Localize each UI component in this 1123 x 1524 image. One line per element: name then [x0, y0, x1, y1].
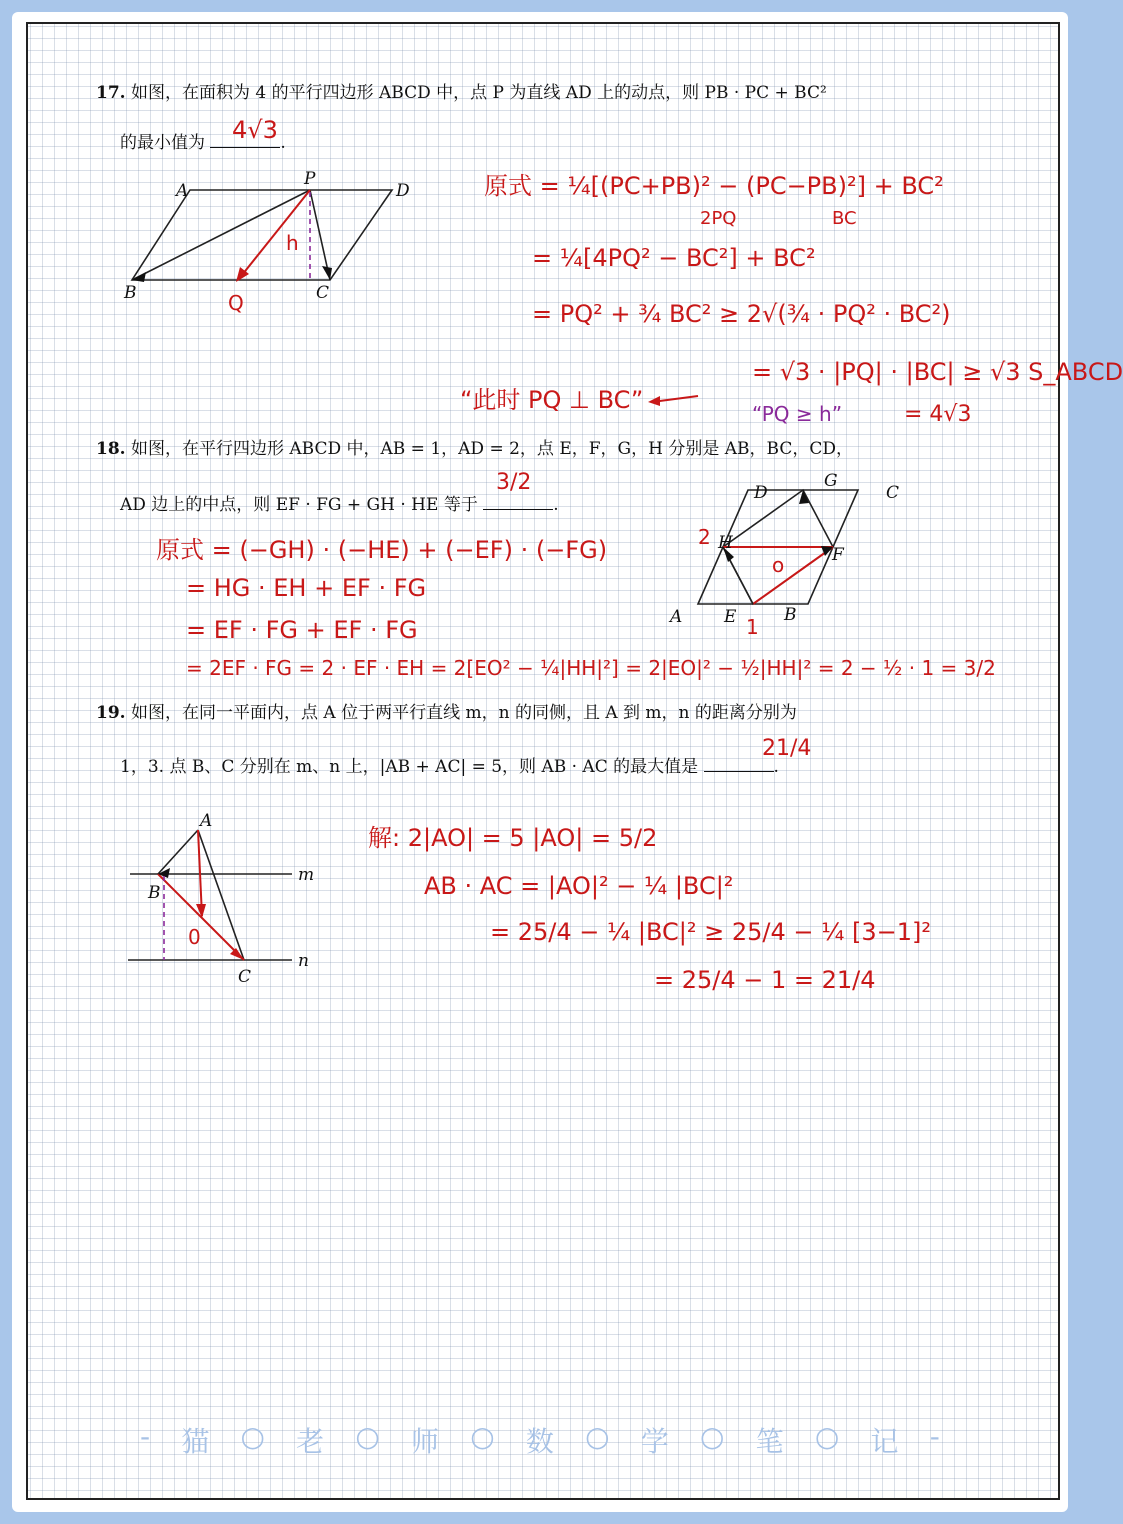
- q17-work-note-h: “PQ ≥ h”: [752, 402, 843, 426]
- label-f: F: [832, 545, 844, 565]
- q19-answer: 21/4: [762, 736, 812, 761]
- vector-pq: [238, 190, 310, 280]
- q19-number: 19.: [96, 703, 126, 723]
- label-a: A: [670, 607, 683, 627]
- label-one: 1: [746, 615, 759, 639]
- q19-text: [96, 698, 797, 723]
- parallelogram-abcd: [132, 190, 392, 280]
- footer-watermark: - 猫 ○ 老 ○ 师 ○ 数 ○ 学 ○ 笔 ○ 记 -: [140, 1420, 940, 1458]
- q18-work-1: 原式 = (−GH) · (−HE) + (−EF) · (−FG): [156, 536, 608, 564]
- label-m: m: [298, 865, 315, 885]
- q19-work-4: = 25/4 − 1 = 21/4: [654, 966, 876, 994]
- q18-answer: 3/2: [496, 470, 532, 495]
- q17-prompt: 的最小值为: [120, 133, 205, 153]
- label-b: B: [124, 283, 137, 303]
- label-e: E: [724, 607, 737, 627]
- q17-text: [96, 78, 827, 103]
- q17-answer: 4√3: [232, 116, 278, 144]
- label-q: Q: [228, 291, 244, 315]
- label-a: A: [176, 181, 189, 201]
- q19-diagram: [126, 808, 326, 988]
- label-c: C: [316, 283, 330, 303]
- q17-work-note-bc: BC: [832, 208, 857, 229]
- q18-diagram: [668, 471, 908, 639]
- label-d: D: [396, 181, 410, 201]
- q18-work-2: = HG · EH + EF · FG: [186, 574, 427, 602]
- q17-work-note-2pq: 2PQ: [700, 208, 737, 229]
- label-n: n: [298, 951, 309, 971]
- q17-arrow-left: [646, 390, 706, 410]
- q18-text: [96, 434, 853, 459]
- label-d: D: [754, 483, 768, 503]
- q17-line2: 的最小值为 .: [120, 133, 286, 153]
- q18-work-4: = 2EF · FG = 2 · EF · EH = 2[EO² − ¼|HH|²] = 2|EO|² − ½|HH|² = 2 − ½ · 1 = 3/2: [186, 656, 996, 680]
- label-h: h: [286, 231, 299, 255]
- q18-number: 18.: [96, 439, 126, 459]
- label-c: C: [238, 967, 252, 987]
- q18-line1: 如图，在平行四边形 ABCD 中，AB = 1，AD = 2，点 E，F，G，H 分别是 AB，BC，CD，: [130, 439, 853, 459]
- label-p: P: [304, 169, 316, 189]
- label-h: H: [718, 533, 733, 553]
- q17-work-5: = 4√3: [904, 402, 972, 427]
- q19-work-2: AB · AC = |AO|² − ¼ |BC|²: [424, 872, 734, 900]
- q18-prompt: AD 边上的中点，则 EF · FG + GH · HE 等于: [120, 495, 478, 515]
- q17-number: 17.: [96, 83, 126, 103]
- q17-line1: 如图，在面积为 4 的平行四边形 ABCD 中，点 P 为直线 AD 上的动点，则 PB · PC + BC²: [130, 83, 827, 103]
- q19-line1: 如图，在同一平面内，点 A 位于两平行直线 m，n 的同侧，且 A 到 m，n 的距离分别为: [130, 703, 797, 723]
- q18-line2: AD 边上的中点，则 EF · FG + GH · HE 等于 .: [120, 495, 559, 515]
- label-two: 2: [698, 525, 711, 549]
- label-c: C: [886, 483, 900, 503]
- label-g: G: [824, 471, 838, 491]
- q17-work-3: = PQ² + ¾ BC² ≥ 2√(¾ · PQ² · BC²): [532, 300, 951, 328]
- label-b: B: [148, 883, 161, 903]
- label-o: o: [772, 553, 785, 577]
- q17-work-2: = ¼[4PQ² − BC²] + BC²: [532, 244, 816, 272]
- q19-prompt: 1，3. 点 B、C 分别在 m、n 上，|AB + AC| = 5，则 AB · AC 的最大值是: [120, 757, 699, 777]
- label-o: 0: [188, 925, 201, 949]
- q17-work-6: “此时 PQ ⊥ BC”: [460, 386, 644, 414]
- q18-work-3: = EF · FG + EF · FG: [186, 616, 418, 644]
- q19-line2: 1，3. 点 B、C 分别在 m、n 上，|AB + AC| = 5，则 AB · AC 的最大值是 .: [120, 757, 779, 777]
- q17-work-4: = √3 · |PQ| · |BC| ≥ √3 S_ABCD: [752, 358, 1123, 386]
- label-b: B: [784, 605, 797, 625]
- q19-work-1: 解: 2|AO| = 5 |AO| = 5/2: [368, 824, 658, 852]
- q17-work-1: 原式 = ¼[(PC+PB)² − (PC−PB)²] + BC²: [484, 172, 944, 200]
- q17-diagram: [120, 168, 420, 318]
- label-a: A: [200, 811, 213, 831]
- segment-pc: [310, 190, 330, 280]
- segment-pb: [132, 190, 310, 280]
- q19-work-3: = 25/4 − ¼ |BC|² ≥ 25/4 − ¼ [3−1]²: [490, 918, 931, 946]
